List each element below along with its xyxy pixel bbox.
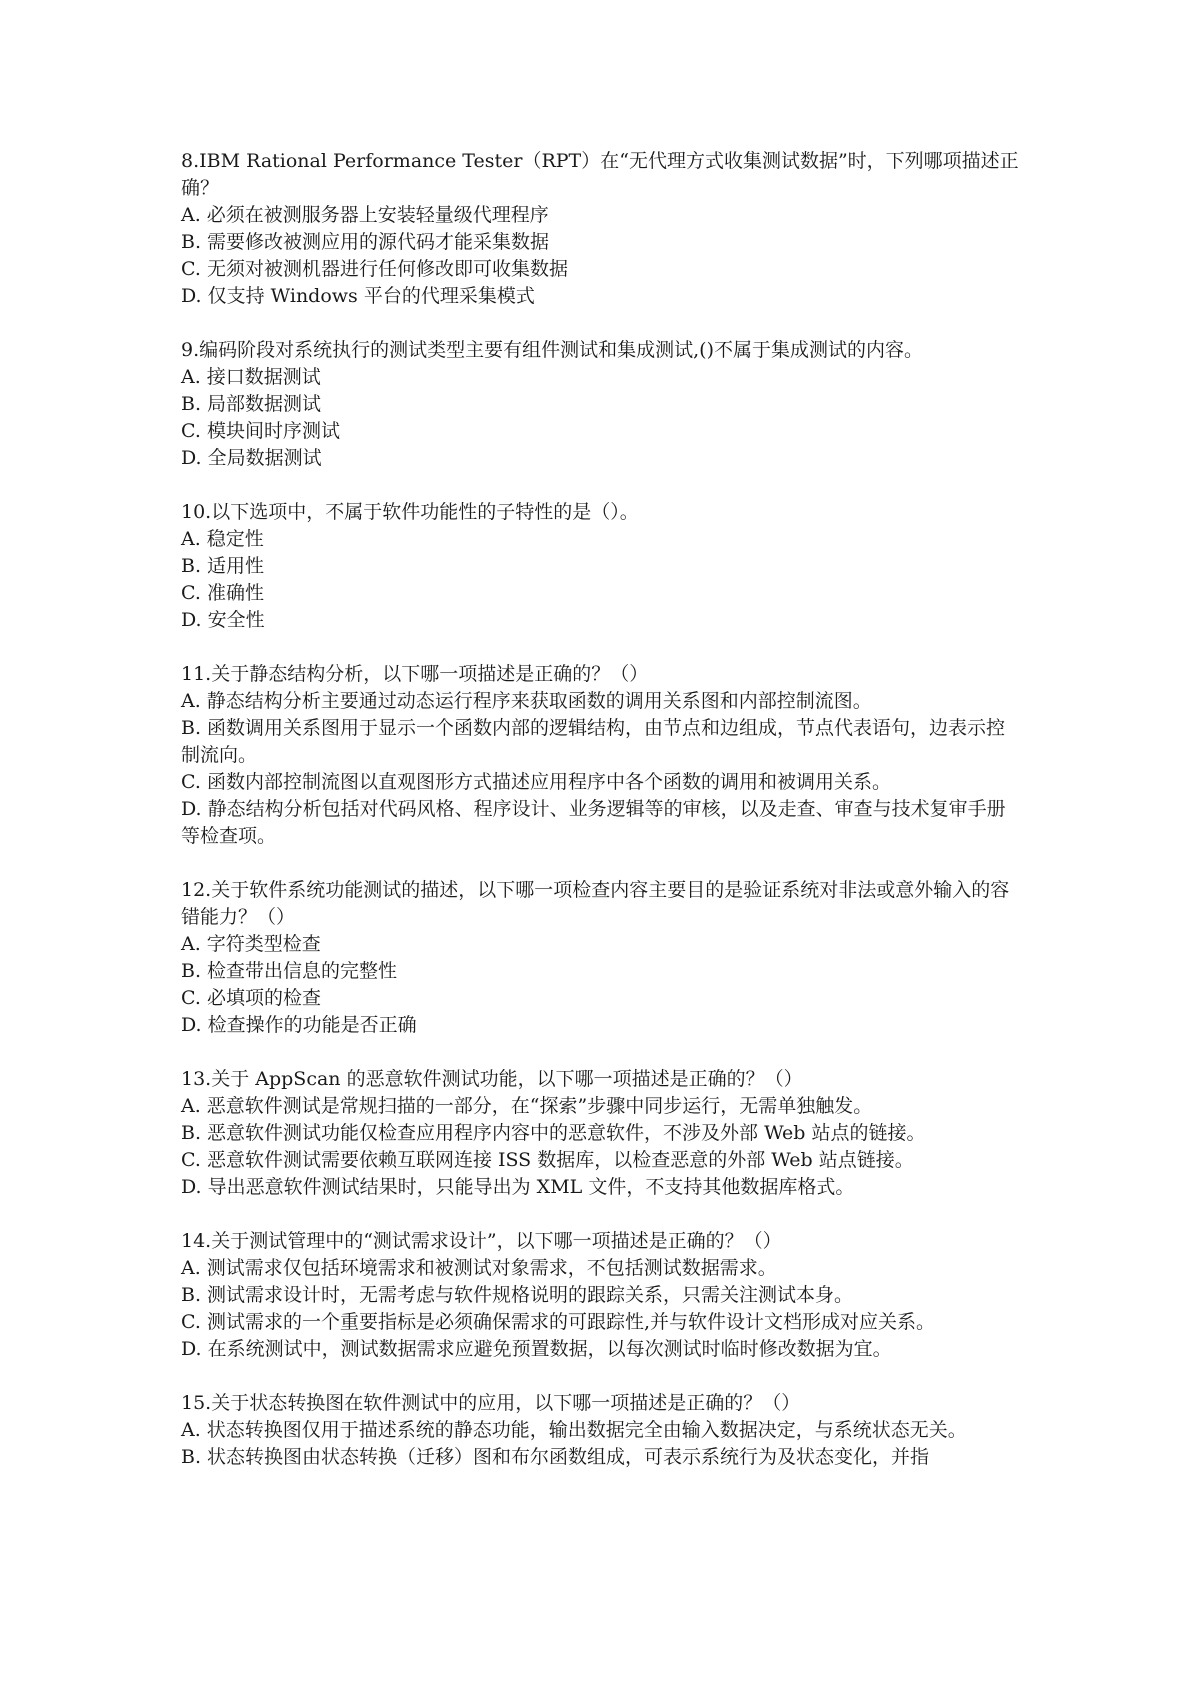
- option-a: A. 静态结构分析主要通过动态运行程序来获取函数的调用关系图和内部控制流图。: [181, 690, 872, 712]
- option-d: D. 在系统测试中，测试数据需求应避免预置数据，以每次测试时临时修改数据为宜。: [181, 1338, 892, 1360]
- option-c: C. 必填项的检查: [181, 987, 321, 1009]
- question-stem: 8.IBM Rational Performance Tester（RPT）在“无代理方式收集测试数据”时，下列哪项描述正确？: [181, 150, 1019, 199]
- question-8: [181, 148, 1021, 310]
- option-b: B. 需要修改被测应用的源代码才能采集数据: [181, 231, 550, 253]
- option-b: B. 恶意软件测试功能仅检查应用程序内容中的恶意软件，不涉及外部 Web 站点的链接。: [181, 1122, 926, 1144]
- option-b: B. 状态转换图由状态转换（迁移）图和布尔函数组成，可表示系统行为及状态变化，并指: [181, 1446, 930, 1468]
- question-11: [181, 661, 1021, 850]
- question-15: [181, 1390, 1021, 1471]
- question-10: [181, 499, 1021, 634]
- option-b: B. 测试需求设计时，无需考虑与软件规格说明的跟踪关系，只需关注测试本身。: [181, 1284, 854, 1306]
- option-b: B. 函数调用关系图用于显示一个函数内部的逻辑结构，由节点和边组成，节点代表语句，边表示控制流向。: [181, 717, 1006, 766]
- option-c: C. 无须对被测机器进行任何修改即可收集数据: [181, 258, 568, 280]
- option-a: A. 字符类型检查: [181, 933, 321, 955]
- option-c: C. 准确性: [181, 582, 264, 604]
- question-stem: 9.编码阶段对系统执行的测试类型主要有组件测试和集成测试,()不属于集成测试的内容。: [181, 339, 923, 361]
- option-c: C. 模块间时序测试: [181, 420, 340, 442]
- exam-page: [181, 148, 1021, 1498]
- question-12: [181, 877, 1021, 1039]
- option-a: A. 状态转换图仅用于描述系统的静态功能，输出数据完全由输入数据决定，与系统状态无关。: [181, 1419, 967, 1441]
- option-d: D. 安全性: [181, 609, 265, 631]
- question-9: [181, 337, 1021, 472]
- question-14: [181, 1228, 1021, 1363]
- option-b: B. 局部数据测试: [181, 393, 322, 415]
- option-c: C. 测试需求的一个重要指标是必须确保需求的可跟踪性,并与软件设计文档形成对应关系。: [181, 1311, 935, 1333]
- option-d: D. 导出恶意软件测试结果时，只能导出为 XML 文件，不支持其他数据库格式。: [181, 1176, 855, 1198]
- option-a: A. 稳定性: [181, 528, 264, 550]
- option-d: D. 仅支持 Windows 平台的代理采集模式: [181, 285, 535, 307]
- question-13: [181, 1066, 1021, 1201]
- option-b: B. 适用性: [181, 555, 265, 577]
- question-stem: 14.关于测试管理中的“测试需求设计”，以下哪一项描述是正确的？（）: [181, 1230, 782, 1252]
- option-d: D. 检查操作的功能是否正确: [181, 1014, 417, 1036]
- option-a: A. 必须在被测服务器上安装轻量级代理程序: [181, 204, 549, 226]
- option-b: B. 检查带出信息的完整性: [181, 960, 398, 982]
- option-c: C. 函数内部控制流图以直观图形方式描述应用程序中各个函数的调用和被调用关系。: [181, 771, 891, 793]
- option-d: D. 静态结构分析包括对代码风格、程序设计、业务逻辑等的审核，以及走查、审查与技术复审手册等检查项。: [181, 798, 1006, 847]
- option-a: A. 测试需求仅包括环境需求和被测试对象需求，不包括测试数据需求。: [181, 1257, 777, 1279]
- option-c: C. 恶意软件测试需要依赖互联网连接 ISS 数据库，以检查恶意的外部 Web 站点链接。: [181, 1149, 914, 1171]
- question-stem: 10.以下选项中，不属于软件功能性的子特性的是（）。: [181, 501, 639, 523]
- option-a: A. 接口数据测试: [181, 366, 321, 388]
- question-stem: 11.关于静态结构分析，以下哪一项描述是正确的？（）: [181, 663, 649, 685]
- option-d: D. 全局数据测试: [181, 447, 322, 469]
- question-stem: 13.关于 AppScan 的恶意软件测试功能，以下哪一项描述是正确的？（）: [181, 1068, 803, 1090]
- option-a: A. 恶意软件测试是常规扫描的一部分，在“探索”步骤中同步运行，无需单独触发。: [181, 1095, 873, 1117]
- question-stem: 15.关于状态转换图在软件测试中的应用，以下哪一项描述是正确的？（）: [181, 1392, 801, 1414]
- question-stem: 12.关于软件系统功能测试的描述，以下哪一项检查内容主要目的是验证系统对非法或意外输入的容错能力？（）: [181, 879, 1010, 928]
